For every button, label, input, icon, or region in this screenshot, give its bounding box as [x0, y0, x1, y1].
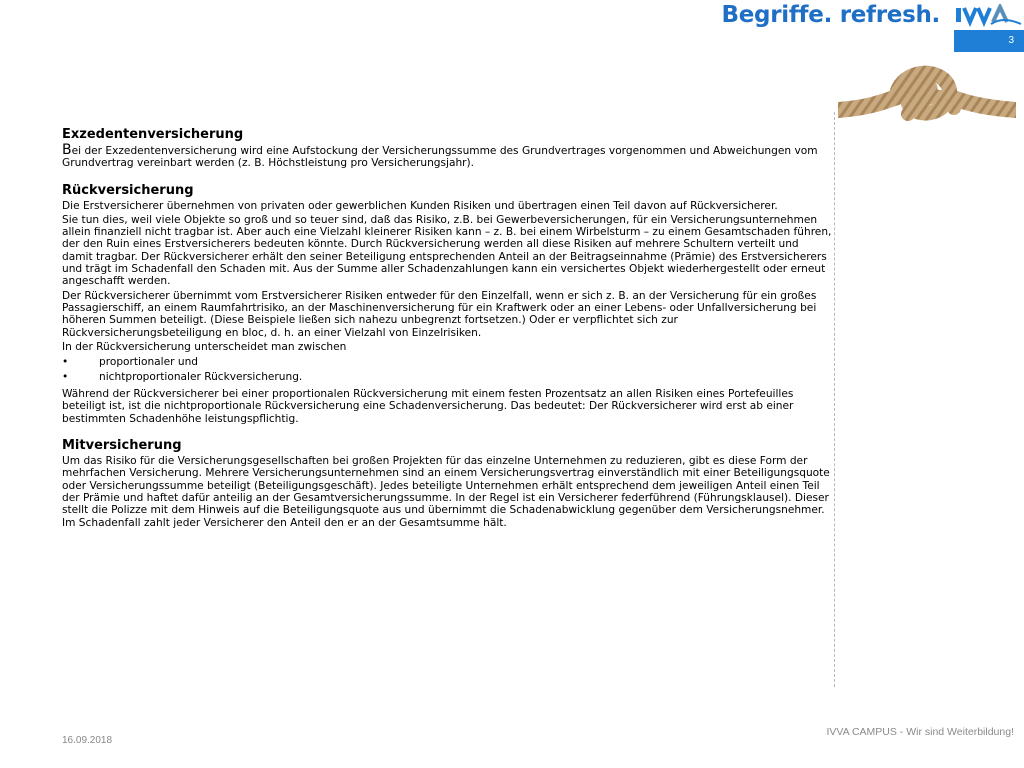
list-item: • nichtproportionaler Rückversicherung.	[62, 371, 303, 384]
section-rueckversicherung	[62, 182, 832, 425]
bullet-icon: •	[62, 371, 69, 384]
page-number-badge: 3	[954, 30, 1024, 52]
footer-slogan: IVVA CAMPUS - Wir sind Weiterbildung!	[826, 726, 1014, 738]
list-item: • proportionaler und	[62, 356, 199, 369]
paragraph: Bei der Exzedentenversicherung wird eine Aufstockung der Versicherungssumme des Grundvertrages vorgenommen und Abweichungen vom Grundvertrag vereinbart werden (z. B. Höchstleistung pro Versicherungsjahr).	[62, 142, 818, 170]
paragraph: Sie tun dies, weil viele Objekte so groß und so teuer sind, daß das Risiko, z.B. bei Gewerbeversicherungen, für ein Versicherungsunternehmen allein finanziell nicht tragbar ist. Aber auch eine Vielzahl kleinerer Risiken kann – z. B. bei einem Wirbelsturm – zu einem Gesamtschaden führen, der den Ruin eines Erstversicherers bedeuten könnte. Durch Rückversicherung werden all diese Risiken auf mehrere Schultern verteilt und damit tragbar. Der Rückversicherer erhält den seiner Beteiligung entsprechenden Anteil an der Beitragseinnahme (Prämie) des Erstversicherers und trägt im Schadenfall den Schaden mit. Aus der Summe aller Schadenzahlungen kann ein versichertes Objekt wiederhergestellt oder erneut angeschafft werden.	[62, 213, 832, 288]
section-exzedentenversicherung	[62, 126, 832, 170]
slide-title: Begriffe. refresh.	[721, 2, 940, 28]
footer-date: 16.09.2018	[62, 735, 113, 746]
paragraph: Um das Risiko für die Versicherungsgesellschaften bei großen Projekten für das einzelne Unternehmen zu reduzieren, gibt es diese Form der mehrfachen Versicherung. Mehrere Versicherungsunternehmen sind an einem Versicherungsvertrag einverständlich mit einer Beteiligungsquote oder Versicherungssumme beteiligt (Beteiligungsgeschäft). Jedes beteiligte Unternehmen erhält entsprechend dem jeweiligen Anteil einen Teil der Prämie und haftet dafür anteilig an der Gesamtversicherungssumme. In der Regel ist ein Versicherer federführend (Führungsklausel). Dieser stellt die Polizze mit dem Hinweis auf die Beteiligungsquote aus und übernimmt die Schadenabwicklung gegenüber dem Versicherungsnehmer. Im Schadenfall zahlt jeder Versicherer den Anteil den er an der Gesamtsumme hält.	[62, 455, 830, 529]
paragraph: Während der Rückversicherer bei einer proportionalen Rückversicherung mit einem festen Prozentsatz an allen Risiken eines Portefeuilles beteiligt ist, ist die nichtproportionale Rückversicherung eine Schadenversicherung. Das bedeutet: Der Rückversicherer wird erst ab einer bestimmten Schadenhöhe leistungspflichtig.	[62, 388, 794, 425]
paragraph: In der Rückversicherung unterscheidet man zwischen	[62, 340, 347, 353]
paragraph: Der Rückversicherer übernimmt vom Erstversicherer Risiken entweder für den Einzelfall, wenn er sich z. B. an der Versicherung für ein großes Passagierschiff, an einem Raumfahrtrisiko, an der Maschinenversicherung für ein Kraftwerk oder an einer Lebens- oder Unfallversicherung bei höheren Summen beteiligt. (Diese Beispiele ließen sich nahezu unbegrenzt fortsetzen.) Oder er verpflichtet sich zur Rückversicherungsbeteiligung en bloc, d. h. an einer Vielzahl von Einzelrisiken.	[62, 289, 817, 339]
rope-knot-icon	[838, 62, 1016, 134]
bullet-icon: •	[62, 356, 69, 369]
main-content	[62, 126, 832, 541]
ivva-logo	[953, 4, 1023, 28]
section-heading: Rückversicherung	[62, 182, 194, 198]
section-heading: Exzedentenversicherung	[62, 127, 244, 142]
section-heading: Mitversicherung	[62, 438, 182, 454]
bullet-list	[62, 355, 832, 385]
vertical-divider	[834, 112, 835, 687]
paragraph: Die Erstversicherer übernehmen von privaten oder gewerblichen Kunden Risiken und übertragen einen Teil davon auf Rückversicherer.	[62, 199, 778, 212]
section-mitversicherung	[62, 437, 832, 529]
